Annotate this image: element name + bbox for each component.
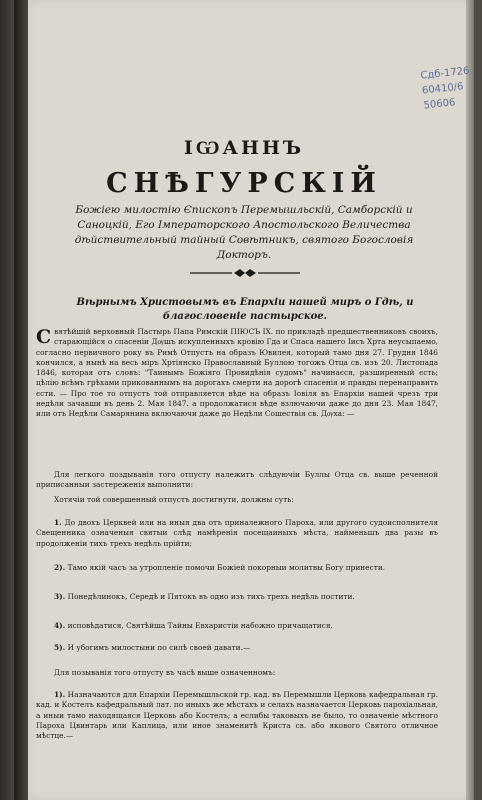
condition-item	[36, 621, 438, 631]
author-titles: Божіею милостію Єпископъ Перемышльскій, Самборскій и Саноцкій, Его Імператорского Апостольского Величества дѣйствительный тайный Совѣтникъ, святого Богословія Докторъ.	[74, 204, 414, 261]
condition-text: До двохъ Церквей или на иныя два отъ приналежного Пароха, или другого судоисполнителя Свещенника означеныя святыи слѣд намѣренія посещаиныхъ мѣста, найменьшъ два разы въ продолженіи тихъ трехъ недѣль прійти;	[36, 518, 438, 548]
condition-number: 4).	[54, 621, 66, 630]
place-number: 1).	[54, 690, 66, 699]
binding-shadow	[14, 0, 28, 800]
condition-item	[36, 643, 438, 653]
archive-mark: 50606	[423, 97, 456, 112]
condition-number: 5).	[54, 643, 66, 652]
archive-stamp	[420, 64, 474, 114]
condition-number: 1.	[54, 518, 62, 527]
condition-item	[36, 592, 438, 602]
condition-number: 3).	[54, 592, 66, 601]
condition-number: 2).	[54, 563, 66, 572]
place-item	[36, 690, 438, 741]
author-surname: СНѢГУРСКІЙ	[106, 168, 382, 199]
archive-mark: 60410/6	[421, 81, 465, 97]
ornament-divider	[190, 268, 300, 278]
conditions-intro: Для легкого поздыванія того отпусту належитъ слѣдуючіи Буллы Отца св. выше реченной приписанныи застереженія выполнити:	[36, 470, 438, 490]
conditions-lead: Хотячіи той совершенный отпустъ достигнути, должны суть:	[54, 495, 294, 504]
condition-text: И убогимъ милостыни по силѣ своей давати.—	[67, 643, 251, 652]
places-intro: Для позыванія того отпусту въ часѣ выше означенномъ:	[54, 668, 276, 677]
page-edge	[466, 0, 474, 800]
author-name: ІѠАННЪ	[183, 137, 305, 159]
condition-item	[36, 518, 438, 549]
condition-item	[36, 563, 438, 573]
intro-text: вятѣйшій верховный Пастырь Папа Римскій ПІЮСЪ IX. по прикладѣ предшественниковъ своихъ, старающійся о спасеніи Дѹшъ искупленныхъ кровію Гда и Спаса нашего Іисъ Хрта неусыпаемо, согласно первичного року въ Римѣ Отпустъ на образъ Ювилея, который тамо дня 27. Грудня 1846 кончился, а нынѣ на весь міръ Хртіянско Православный Буллою тогожъ Отца св. изъ 20. Листопада 1846, которая отъ словъ: "Таинымъ Божіяго Провидѣнія судомъ" начинаєся, разширенный єсть; цѣлію всѣмъ грѣхами прикованнымъ на дорогахъ смерти на дорогѣ спасенія и правды перенаправить єсти. — Про тое то отпустъ той отправляется вѣде на образъ Іовіля въ Епархіи нашей чрезъ три недѣли зачавши въ день 2. Мая 1847. а продолжатися вѣде взлючаючи даже до дня 23. Мая 1847, или отъ Недѣли Самарянина включаючи даже до Недѣли Сошествія св. Дѹха: —	[36, 327, 438, 419]
condition-text: исповѣдатися, Святѣйша Тайны Евхаристіи набожно причащатися.	[67, 621, 333, 630]
condition-text: Тамо якій часъ за утропленіе помочи Божіей покорныи молитвы Богу принести.	[67, 563, 386, 572]
archive-mark: Сдб-1726	[419, 65, 470, 82]
place-text: Назначаются для Епархіи Перемышльской гр. кад. въ Перемышли Церковь кафедральная гр. кад. и Костелъ кафедральный лат. по иныхъ же мѣстахъ и селахъ назначается Церковь парохіальная, а иныи тамо находящаяся Церковь або Костелъ; а еслибы таковыхъ не было, то означеніе мѣстного Пароха Цвинтарь или Каплица, или иное знаменитѣ Криста св. або якового Святого отличное мѣстце.—	[36, 690, 438, 741]
salutation: Вѣрнымъ Христовымъ въ Епархіи нашей миръ о Гдѣ, и благословеніе пастырское.	[76, 297, 414, 322]
condition-text: Понедѣлинокъ, Середѣ и Пятокъ въ одно изъ тихъ трехъ недѣль постити.	[67, 592, 355, 601]
drop-cap: С	[36, 326, 52, 348]
intro-paragraph	[36, 327, 438, 420]
